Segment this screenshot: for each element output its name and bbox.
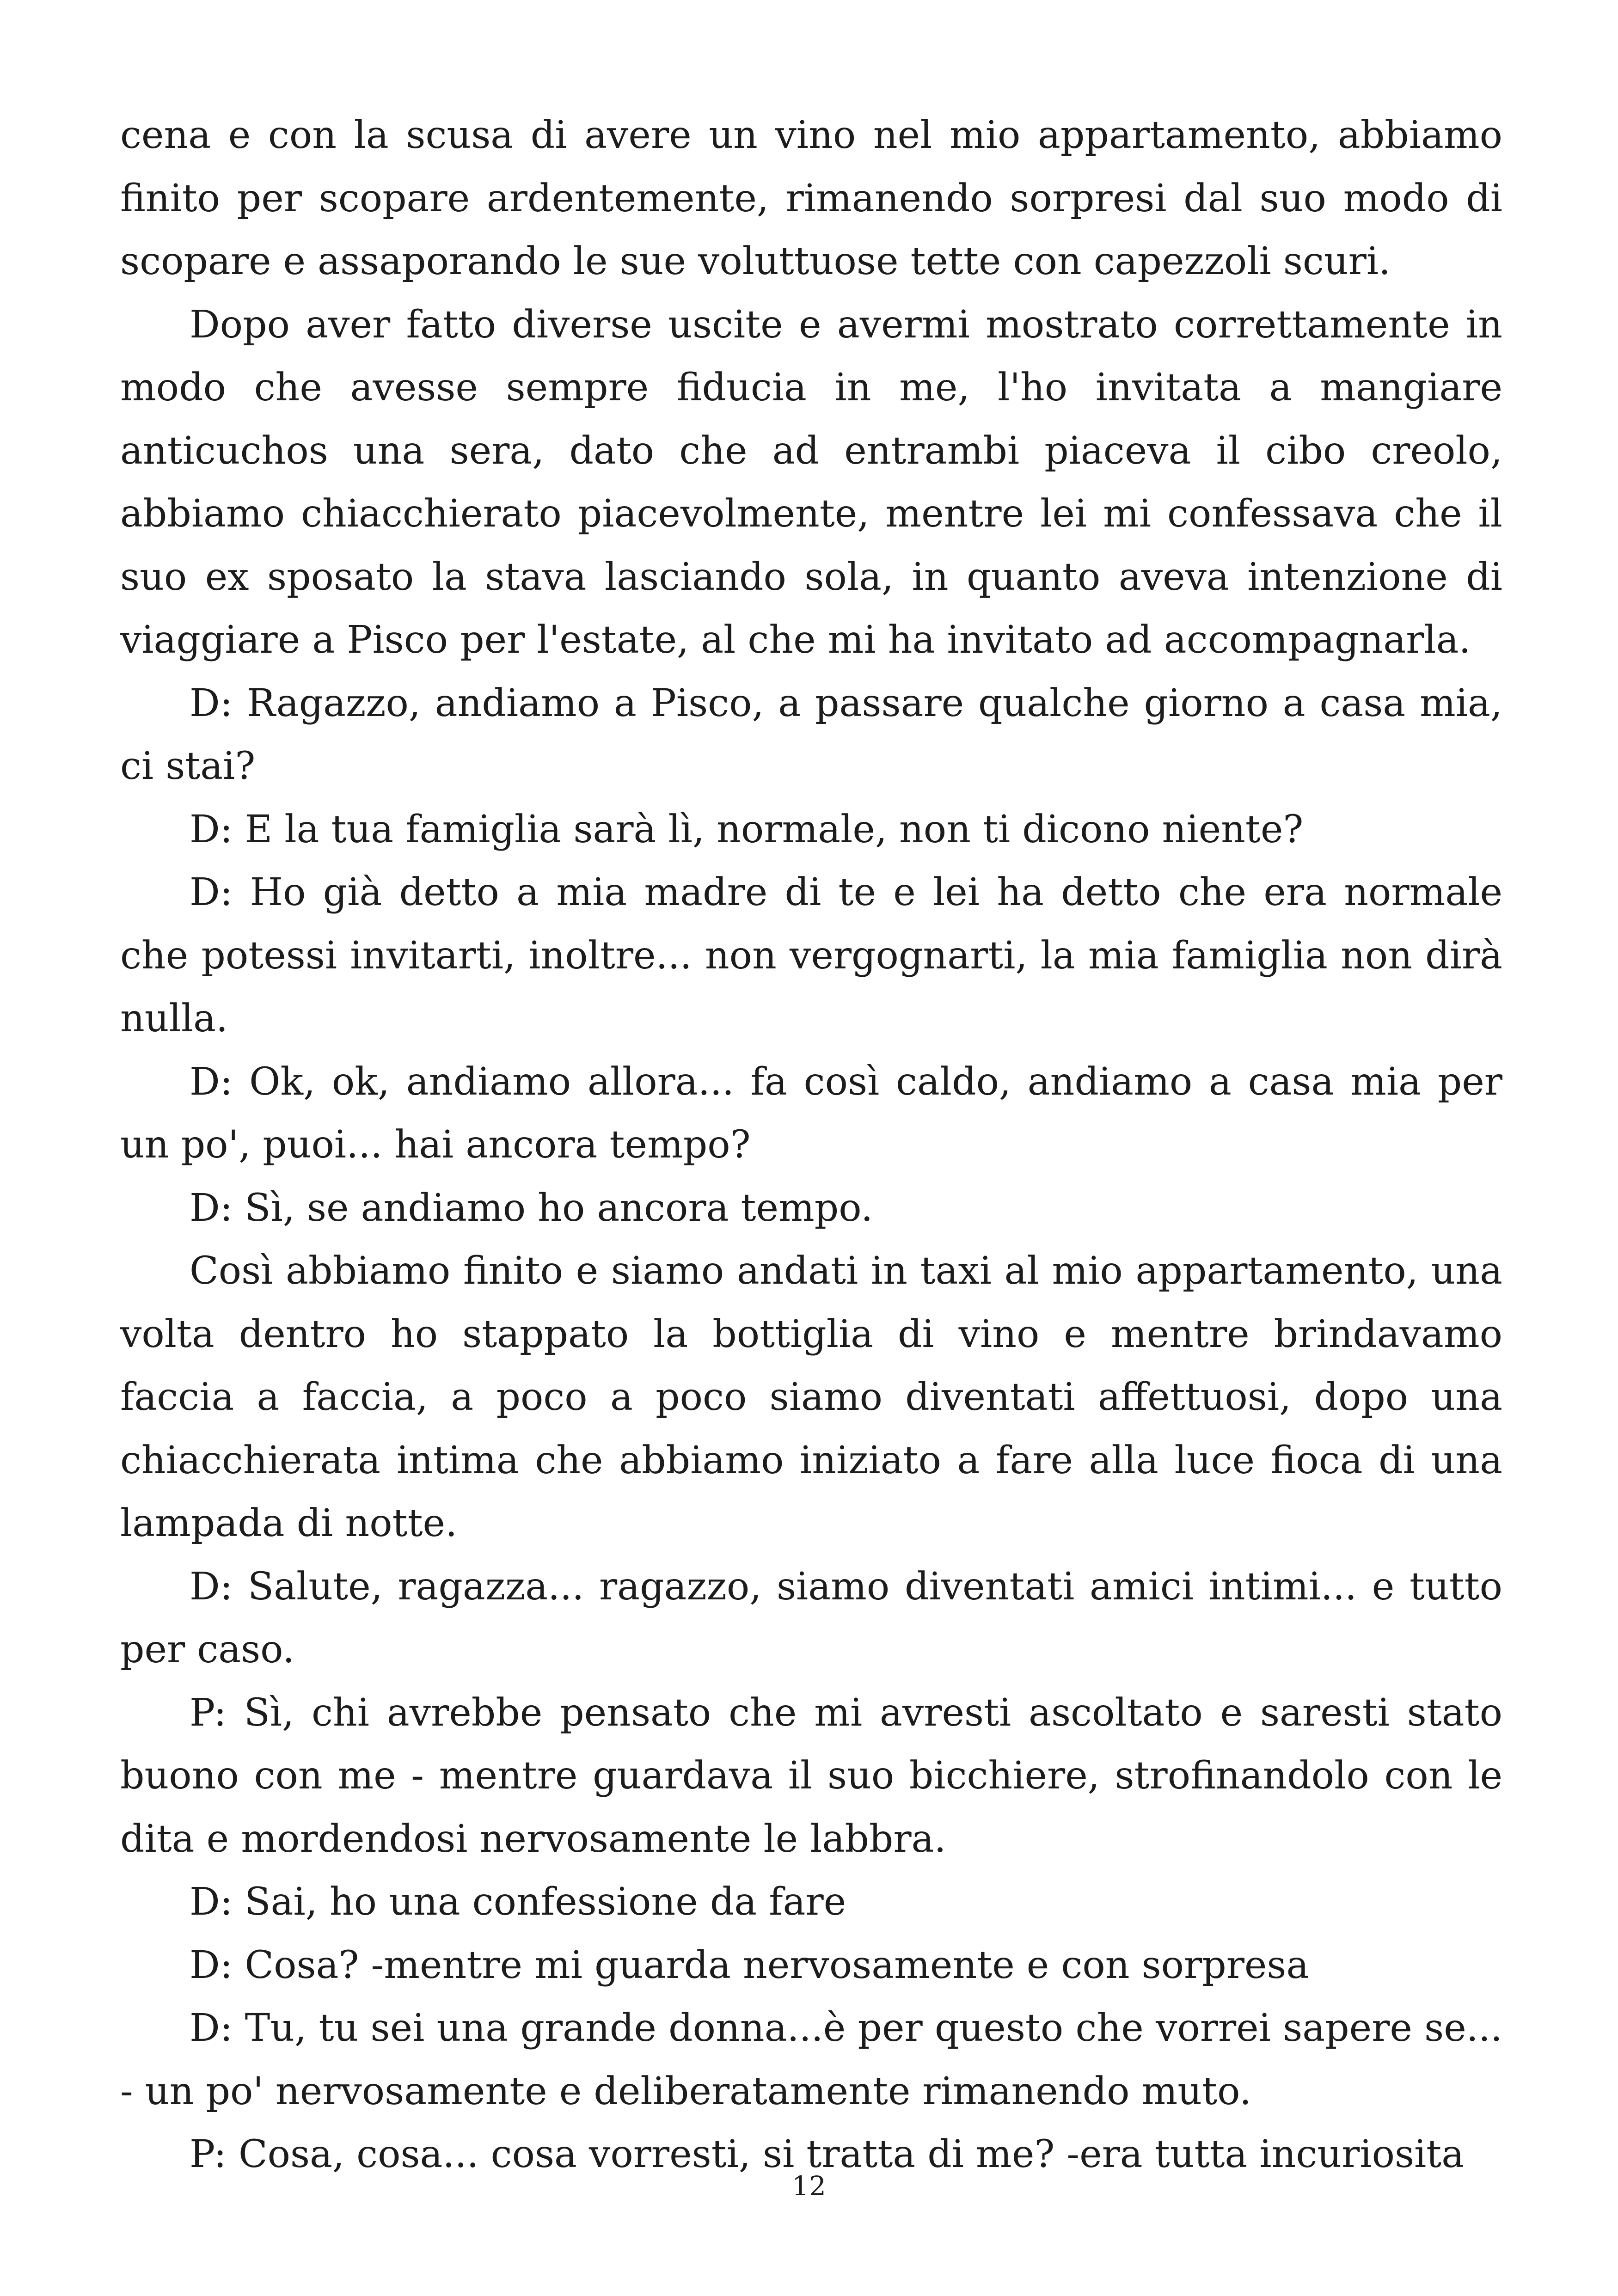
paragraph: cena e con la scusa di avere un vino nel mio appartamento, abbiamo finito per scopare ardentemente, rimanendo sorpresi dal suo modo di scopare e assaporando le sue voluttuose tette con capezzoli scuri. xyxy=(120,113,1502,283)
paragraph: D: Ok, ok, andiamo allora... fa così caldo, andiamo a casa mia per un po', puoi... hai ancora tempo? xyxy=(120,1059,1502,1167)
paragraph: D: Tu, tu sei una grande donna...è per questo che vorrei sapere se... - un po' nervosamente e deliberatamente rimanendo muto. xyxy=(120,2006,1502,2113)
paragraph: P: Cosa, cosa... cosa vorresti, si tratta di me? -era tutta incuriosita xyxy=(190,2132,1465,2176)
paragraph: Così abbiamo finito e siamo andati in taxi al mio appartamento, una volta dentro ho stappato la bottiglia di vino e mentre brindavamo faccia a faccia, a poco a poco siamo diventati affettuosi, dopo una chiacchierata intima che abbiamo iniziato a fare alla luce fioca di una lampada di notte. xyxy=(120,1249,1502,1545)
paragraph: D: Salute, ragazza... ragazzo, siamo diventati amici intimi... e tutto per caso. xyxy=(120,1564,1502,1671)
body-text xyxy=(120,104,1502,2186)
paragraph: D: Ho già detto a mia madre di te e lei ha detto che era normale che potessi invitarti, inoltre... non vergognarti, la mia famiglia non dirà nulla. xyxy=(120,870,1502,1041)
paragraph: P: Sì, chi avrebbe pensato che mi avresti ascoltato e saresti stato buono con me - mentre guardava il suo bicchiere, strofinandolo con le dita e mordendosi nervosamente le labbra. xyxy=(120,1690,1502,1861)
paragraph: D: Ragazzo, andiamo a Pisco, a passare qualche giorno a casa mia, ci stai? xyxy=(120,681,1502,788)
paragraph: D: Sai, ho una confessione da fare xyxy=(190,1880,846,1924)
paragraph: D: Sì, se andiamo ho ancora tempo. xyxy=(190,1186,873,1230)
page-number: 12 xyxy=(792,2170,826,2202)
paragraph: D: E la tua famiglia sarà lì, normale, non ti dicono niente? xyxy=(190,807,1304,851)
paragraph: Dopo aver fatto diverse uscite e avermi mostrato correttamente in modo che avesse sempre fiducia in me, l'ho invitata a mangiare anticuchos una sera, dato che ad entrambi piaceva il cibo creolo, abbiamo chiacchierato piacevolmente, mentre lei mi confessava che il suo ex sposato la stava lasciando sola, in quanto aveva intenzione di viaggiare a Pisco per l'estate, al che mi ha invitato ad accompagnarla. xyxy=(120,302,1502,662)
paragraph: D: Cosa? -mentre mi guarda nervosamente e con sorpresa xyxy=(190,1943,1309,1987)
